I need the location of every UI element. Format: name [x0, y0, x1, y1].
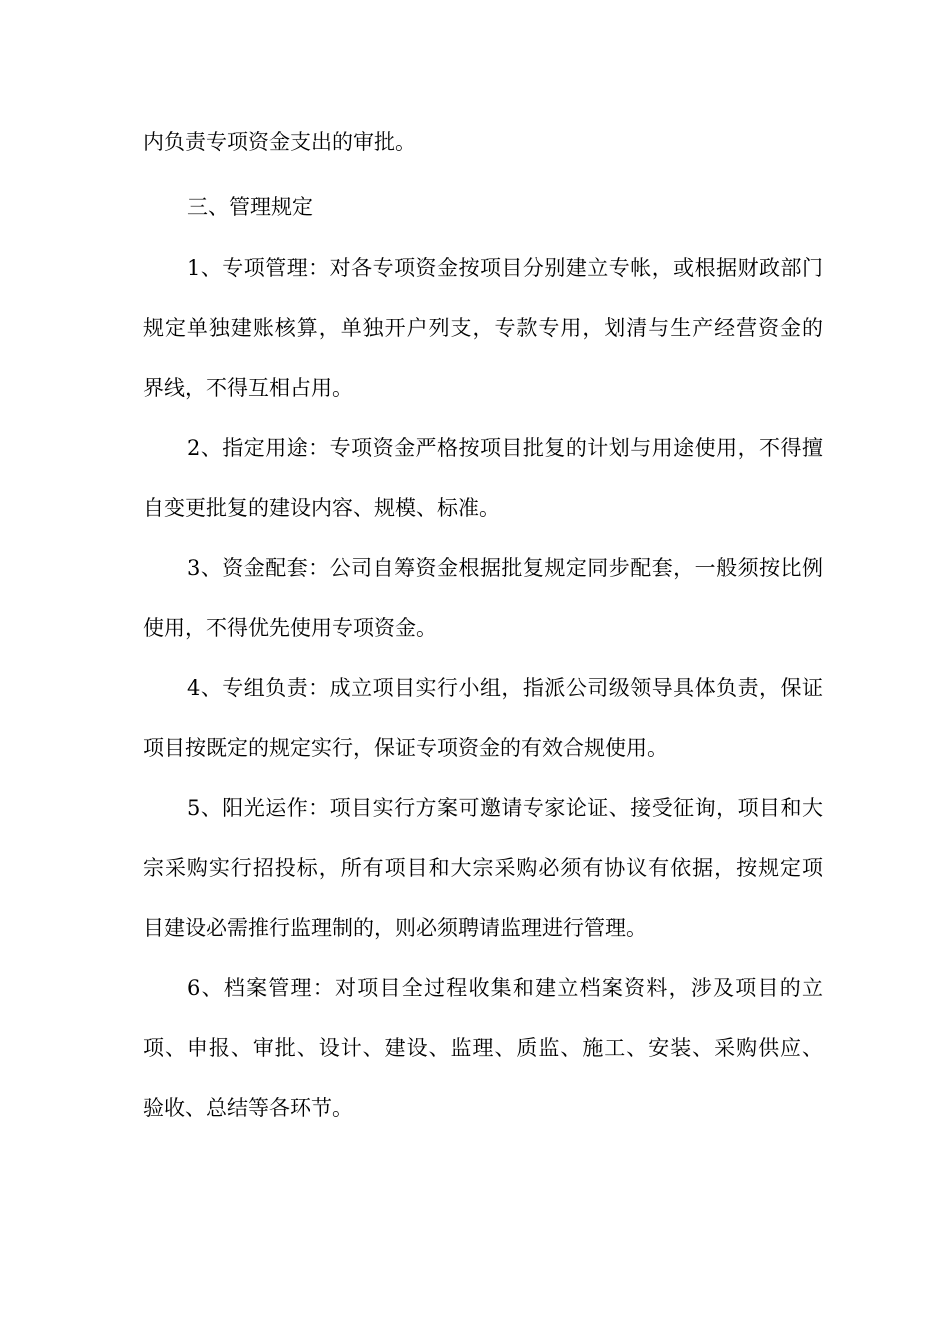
item-5-line-2: 宗采购实行招投标，所有项目和大宗采购必须有协议有依据，按规定项	[143, 856, 823, 880]
item-6-line-2: 项、申报、审批、设计、建设、监理、质监、施工、安装、采购供应、	[143, 1036, 823, 1060]
section-heading-management-rules: 三、管理规定	[187, 195, 313, 219]
item-1-line-2: 规定单独建账核算，单独开户列支，专款专用，划清与生产经营资金的	[143, 316, 823, 340]
item-6-line-1: 6、档案管理：对项目全过程收集和建立档案资料，涉及项目的立	[187, 976, 823, 1000]
item-3-line-1: 3、资金配套：公司自筹资金根据批复规定同步配套，一般须按比例	[187, 556, 823, 580]
item-1-line-1: 1、专项管理：对各专项资金按项目分别建立专帐，或根据财政部门	[187, 256, 823, 280]
item-5-line-1: 5、阳光运作：项目实行方案可邀请专家论证、接受征询，项目和大	[187, 796, 823, 820]
item-3-line-2: 使用，不得优先使用专项资金。	[143, 616, 437, 640]
item-2-line-1: 2、指定用途：专项资金严格按项目批复的计划与用途使用，不得擅	[187, 436, 823, 460]
item-1-line-3: 界线，不得互相占用。	[143, 376, 353, 400]
item-5-line-3: 目建设必需推行监理制的，则必须聘请监理进行管理。	[143, 916, 647, 940]
item-2-line-2: 自变更批复的建设内容、规模、标准。	[143, 496, 500, 520]
item-4-line-1: 4、专组负责：成立项目实行小组，指派公司级领导具体负责，保证	[187, 676, 823, 700]
item-4-line-2: 项目按既定的规定实行，保证专项资金的有效合规使用。	[143, 736, 668, 760]
item-6-line-3: 验收、总结等各环节。	[143, 1096, 353, 1120]
text-line-continuation: 内负责专项资金支出的审批。	[143, 130, 416, 154]
